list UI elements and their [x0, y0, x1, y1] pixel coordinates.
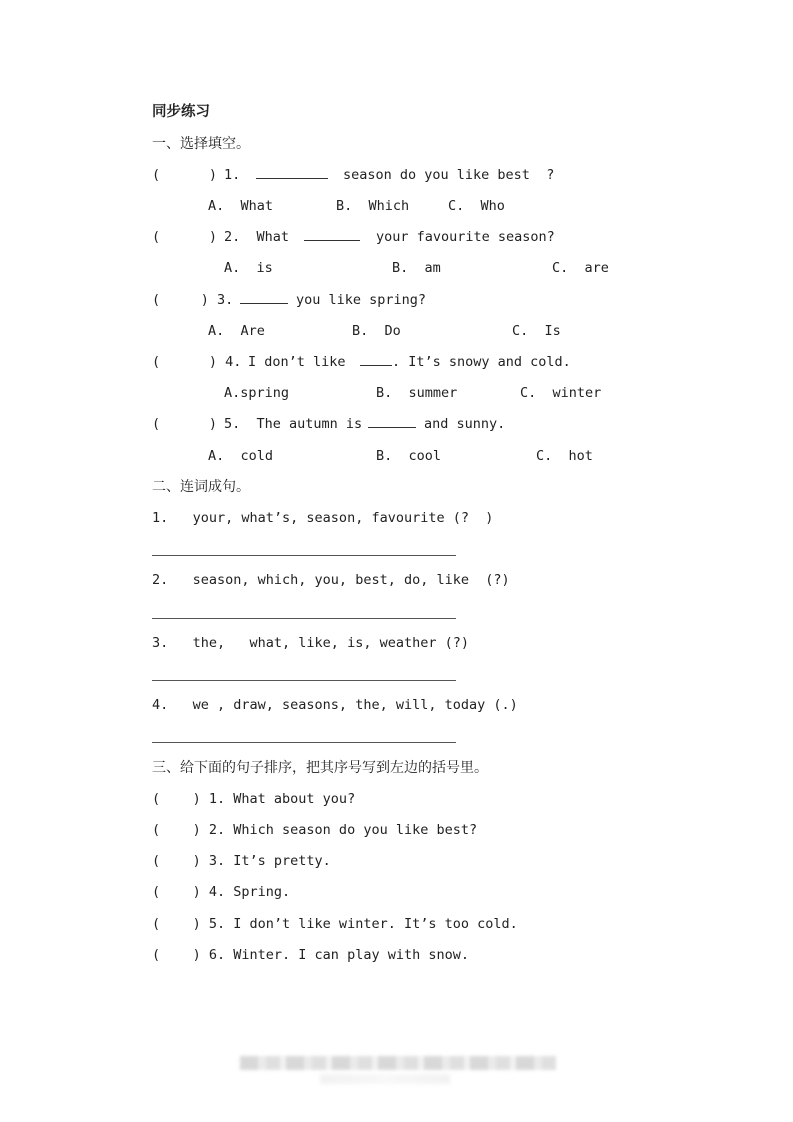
option-a: A.spring	[224, 385, 290, 401]
order-item[interactable]: ( ) 6. Winter. I can play with snow.	[152, 947, 469, 963]
question-text: season do you like best ?	[343, 167, 555, 183]
order-item[interactable]: ( ) 2. Which season do you like best?	[152, 822, 478, 838]
order-item[interactable]: ( ) 5. I don’t like winter. It’s too cold.	[152, 916, 518, 932]
option-b: B. Do	[352, 323, 401, 339]
option-c: C. hot	[536, 448, 593, 464]
answer-line[interactable]	[152, 680, 456, 681]
fill-blank[interactable]	[304, 228, 360, 246]
page-title: 同步练习	[152, 104, 210, 120]
option-c: C. winter	[520, 385, 602, 401]
sentence-item: 3. the, what, like, is, weather (?)	[152, 635, 469, 651]
footer-watermark-sub	[320, 1074, 450, 1084]
question-number: 2. What	[224, 229, 290, 245]
answer-paren[interactable]: ( ) 3.	[152, 292, 234, 308]
answer-paren[interactable]: ( ) 4.	[152, 354, 242, 370]
option-b: B. Which	[336, 198, 410, 214]
answer-line[interactable]	[152, 555, 456, 556]
option-b: B. summer	[376, 385, 458, 401]
footer-watermark	[240, 1056, 556, 1070]
option-a: A. Are	[208, 323, 265, 339]
answer-line[interactable]	[152, 618, 456, 619]
question-prefix: I don’t like	[248, 354, 346, 370]
option-a: A. cold	[208, 448, 274, 464]
option-c: C. Who	[448, 198, 505, 214]
order-item[interactable]: ( ) 1. What about you?	[152, 791, 356, 807]
option-b: B. am	[392, 260, 441, 276]
option-a: A. What	[208, 198, 274, 214]
order-item[interactable]: ( ) 4. Spring.	[152, 884, 291, 900]
option-c: C. Is	[512, 323, 561, 339]
sentence-item: 1. your, what’s, season, favourite (? )	[152, 510, 494, 526]
question-text: you like spring?	[296, 292, 427, 308]
answer-line[interactable]	[152, 742, 456, 743]
fill-blank[interactable]	[360, 353, 392, 371]
section2-heading: 二、连词成句。	[152, 479, 250, 495]
question-text: . It’s snowy and cold.	[392, 354, 571, 370]
section3-heading: 三、给下面的句子排序，把其序号写到左边的括号里。	[152, 760, 488, 776]
question-prefix: 5. The autumn is	[224, 416, 363, 432]
option-a: A. is	[224, 260, 273, 276]
fill-blank[interactable]	[240, 291, 288, 309]
question-number: 1.	[224, 167, 241, 183]
answer-paren[interactable]: ( )	[152, 416, 218, 432]
answer-paren[interactable]: ( )	[152, 167, 218, 183]
option-b: B. cool	[376, 448, 442, 464]
fill-blank[interactable]	[368, 415, 416, 433]
order-item[interactable]: ( ) 3. It’s pretty.	[152, 853, 331, 869]
answer-paren[interactable]: ( )	[152, 229, 218, 245]
question-text: your favourite season?	[376, 229, 555, 245]
option-c: C. are	[552, 260, 609, 276]
fill-blank[interactable]	[256, 166, 328, 184]
sentence-item: 4. we , draw, seasons, the, will, today (.)	[152, 697, 518, 713]
sentence-item: 2. season, which, you, best, do, like (?)	[152, 572, 510, 588]
question-text: and sunny.	[424, 416, 506, 432]
section1-heading: 一、选择填空。	[152, 136, 250, 152]
